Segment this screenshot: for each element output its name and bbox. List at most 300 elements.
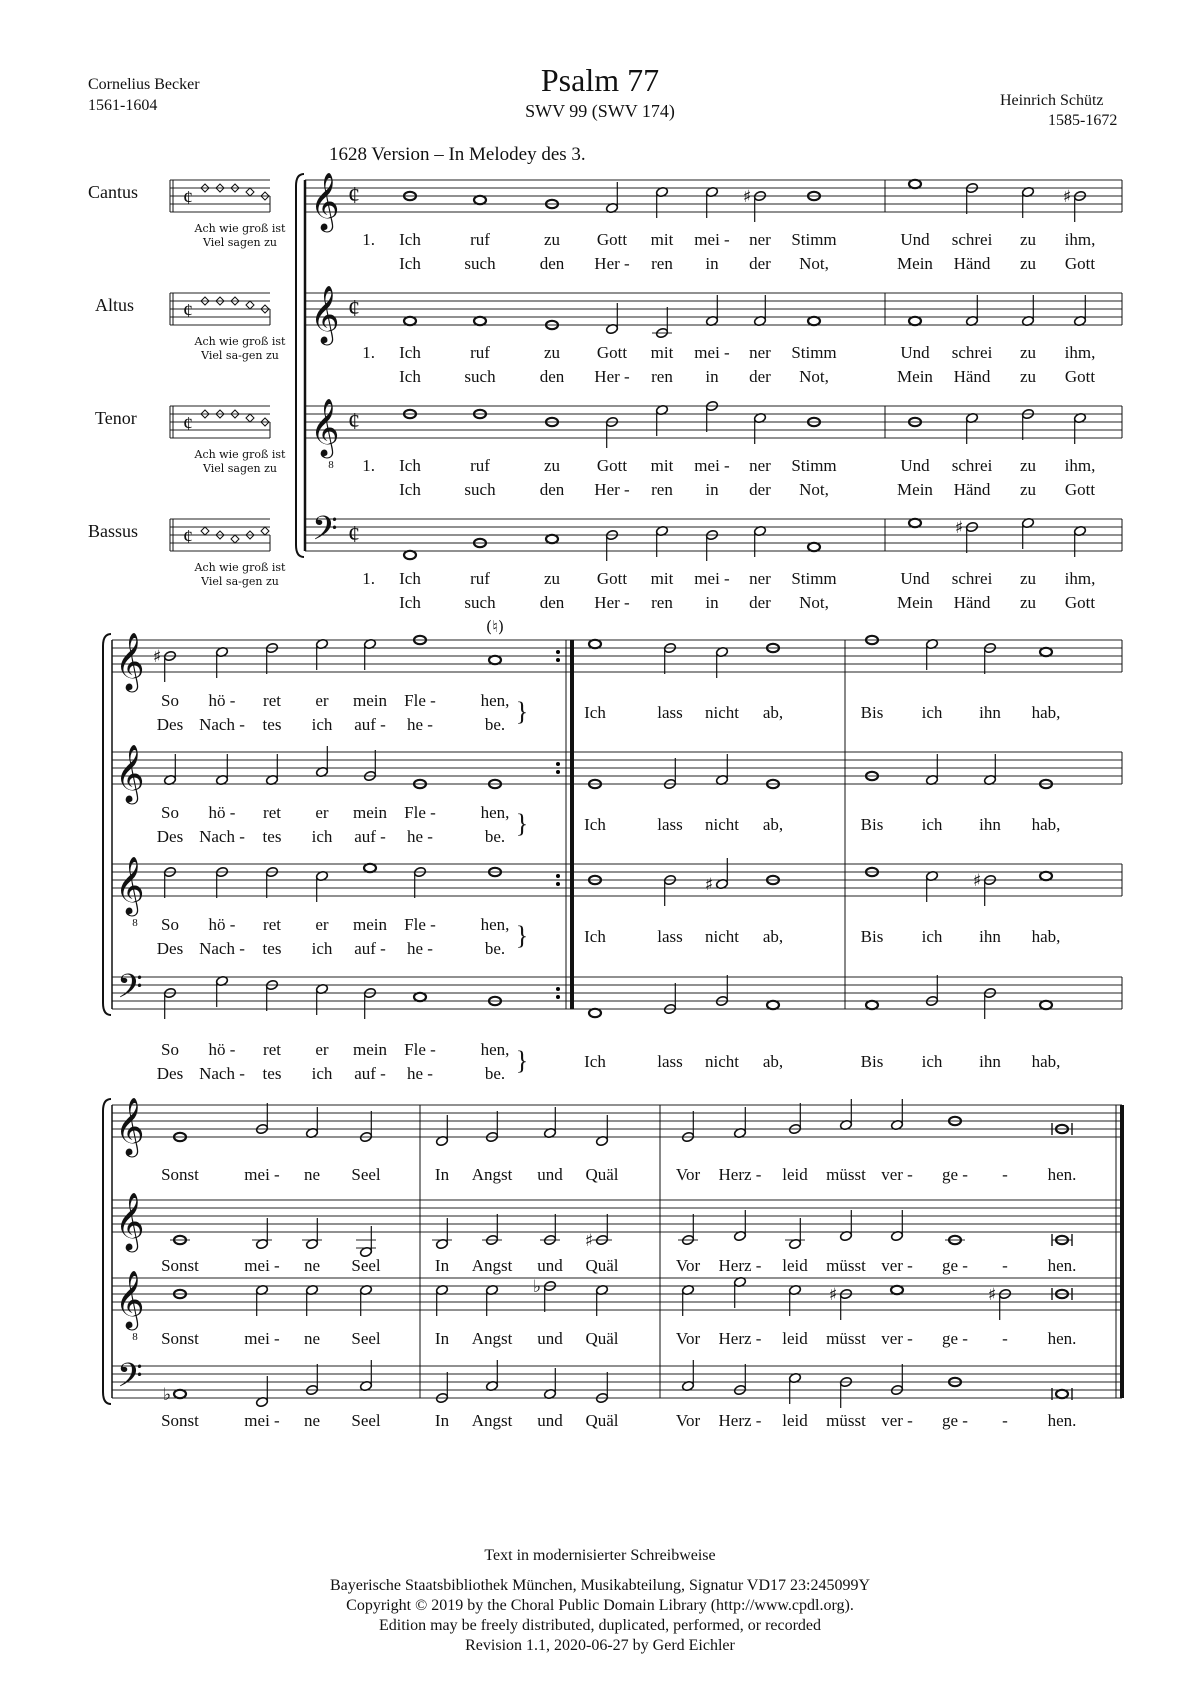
lyric-syllable: such <box>464 367 496 386</box>
verse-number: 1. <box>362 230 375 249</box>
whole-note <box>909 519 921 527</box>
footer-revision: Revision 1.1, 2020-06-27 by Gerd Eichler <box>465 1637 735 1654</box>
lyric-syllable: ihm, <box>1064 343 1096 362</box>
lyric-syllable: Her - <box>594 254 630 273</box>
lyric-syllable: Und <box>900 569 930 588</box>
repeat-dot <box>556 874 560 878</box>
lyric-syllable: be. <box>484 827 506 846</box>
whole-note <box>404 317 416 325</box>
lyric-syllable: Fle - <box>404 915 436 934</box>
lyric-syllable: ruf <box>470 569 490 588</box>
sharp-icon: ♯ <box>1062 187 1072 207</box>
incipit-note <box>246 188 254 196</box>
lyric-syllable: Her - <box>594 480 630 499</box>
lyric-syllable: Gott <box>1064 593 1096 612</box>
lyric-syllable: müsst <box>826 1411 866 1430</box>
bass-clef-icon: 𝄢 <box>117 1357 143 1403</box>
footer <box>0 1546 1200 1656</box>
lyric-syllable: Sonst <box>161 1256 199 1275</box>
lyric-syllable: In <box>434 1411 450 1430</box>
lyric-syllable: hen, <box>480 1040 510 1059</box>
lyric-syllable: Sonst <box>161 1329 199 1348</box>
lyric-syllable: ge - <box>942 1329 968 1348</box>
lyric-syllable: such <box>464 480 496 499</box>
footer-text-note: Text in modernisierter Schreibweise <box>484 1547 716 1564</box>
lyric-syllable: ner <box>749 569 771 588</box>
lyric-syllable: ver - <box>881 1165 913 1184</box>
lyric-syllable: hab, <box>1031 815 1061 834</box>
lyric-syllable: Des <box>156 1064 184 1083</box>
lyric-syllable: hab, <box>1031 1052 1061 1071</box>
lyric-syllable: Stimm <box>791 456 837 475</box>
lyric-syllable: mei - <box>244 1165 280 1184</box>
lyric-syllable: Stimm <box>791 569 837 588</box>
lyric-syllable: zu <box>1019 593 1037 612</box>
lyric-syllable: er <box>315 915 329 934</box>
lyric-syllable: Ich <box>584 815 606 834</box>
editorial-accidental: (♮) <box>485 617 505 636</box>
lyric-syllable: Gott <box>1064 254 1096 273</box>
lyric-syllable: ret <box>263 1040 281 1059</box>
lyric-syllable: Ich <box>399 569 421 588</box>
sharp-icon: ♯ <box>987 1285 997 1305</box>
lyric-syllable: Sonst <box>161 1411 199 1430</box>
lyric-syllable: Seel <box>351 1256 381 1275</box>
lyric-syllable: auf - <box>354 939 386 958</box>
lyric-syllable: ner <box>749 343 771 362</box>
lyric-syllable: lass <box>657 815 683 834</box>
lyric-syllable: be. <box>484 939 506 958</box>
lyric-syllable: ihm, <box>1064 569 1096 588</box>
flat-icon: ♭ <box>162 1385 172 1405</box>
page-title: Psalm 77 <box>540 62 660 98</box>
lyric-syllable: ich <box>921 927 943 946</box>
lyric-syllable: in <box>705 480 719 499</box>
lyric-syllable: ge - <box>942 1165 968 1184</box>
lyric-syllable: Not, <box>799 254 829 273</box>
poet-dates: 1561-1604 <box>88 97 158 114</box>
lyric-syllable: ich <box>921 703 943 722</box>
lyric-syllable: tes <box>262 1064 282 1083</box>
lyric-syllable: Quäl <box>585 1165 619 1184</box>
lyric-syllable: ihm, <box>1064 230 1096 249</box>
repeat-dot <box>556 650 560 654</box>
lyric-syllable: mei - <box>244 1256 280 1275</box>
lyric-syllable: In <box>434 1165 450 1184</box>
lyric-syllable: mei - <box>694 343 730 362</box>
lyric-syllable: So <box>161 1040 179 1059</box>
lyric-syllable: ver - <box>881 1411 913 1430</box>
lyric-syllable: Angst <box>471 1165 513 1184</box>
lyric-syllable: ab, <box>762 1052 784 1071</box>
lyric-syllable: den <box>539 480 565 499</box>
lyric-syllable: Angst <box>471 1411 513 1430</box>
lyric-syllable: müsst <box>826 1165 866 1184</box>
lyric-syllable: ich <box>921 1052 943 1071</box>
repeat-dot <box>556 995 560 999</box>
lyric-syllable: Bis <box>860 815 884 834</box>
incipit-text: Ach wie groß ist <box>194 222 286 235</box>
whole-note <box>909 317 921 325</box>
lyric-syllable: Vor <box>675 1411 701 1430</box>
lyric-syllable: hen, <box>480 803 510 822</box>
cut-time-icon: ¢ <box>348 522 360 548</box>
whole-note <box>891 1286 903 1294</box>
repeat-dot <box>556 882 560 886</box>
cut-time-icon: ¢ <box>183 187 193 209</box>
verse-number: 1. <box>362 343 375 362</box>
lyric-syllable: in <box>705 254 719 273</box>
treble-clef-icon: 𝄞 <box>310 398 340 456</box>
verse-brace: } <box>515 809 529 838</box>
lyric-syllable: hab, <box>1031 703 1061 722</box>
lyric-syllable: mei - <box>694 230 730 249</box>
cut-time-icon: ¢ <box>348 183 360 209</box>
lyric-syllable: ich <box>311 939 333 958</box>
incipit-text: Ach wie groß ist <box>194 448 286 461</box>
lyric-syllable: Und <box>900 456 930 475</box>
lyric-syllable: ne <box>303 1256 321 1275</box>
lyric-syllable: in <box>705 593 719 612</box>
footer-license: Edition may be freely distributed, duplicated, performed, or recorded <box>378 1617 822 1634</box>
lyric-syllable: hen. <box>1047 1329 1077 1348</box>
repeat-dot <box>556 770 560 774</box>
lyric-syllable: zu <box>1019 254 1037 273</box>
sharp-icon: ♯ <box>152 647 162 667</box>
lyric-syllable: hö - <box>208 803 236 822</box>
lyric-syllable: ruf <box>470 230 490 249</box>
lyric-syllable: zu <box>543 230 561 249</box>
lyric-syllable: ver - <box>881 1256 913 1275</box>
lyric-syllable: Ich <box>399 480 421 499</box>
whole-note <box>474 317 486 325</box>
sharp-icon: ♯ <box>704 875 714 895</box>
lyric-syllable: nicht <box>705 1052 739 1071</box>
lyric-syllable: Ich <box>399 254 421 273</box>
cut-time-icon: ¢ <box>183 300 193 322</box>
lyric-syllable: ren <box>651 254 673 273</box>
lyric-syllable: ret <box>263 915 281 934</box>
lyric-syllable: such <box>464 593 496 612</box>
lyric-syllable: ich <box>311 1064 333 1083</box>
lyric-syllable: Händ <box>953 593 991 612</box>
version-note: 1628 Version – In Melodey des 3. <box>329 144 586 165</box>
whole-note <box>1056 1390 1068 1398</box>
incipit-text: Viel sa-gen zu <box>201 575 279 588</box>
lyric-syllable: such <box>464 254 496 273</box>
lyric-syllable: ren <box>651 367 673 386</box>
catalog-subtitle: SWV 99 (SWV 174) <box>525 101 675 121</box>
lyric-syllable: Mein <box>897 480 933 499</box>
lyric-syllable: ge - <box>942 1256 968 1275</box>
lyric-syllable: Nach - <box>199 715 245 734</box>
lyric-syllable: mit <box>650 569 674 588</box>
lyric-syllable: So <box>161 691 179 710</box>
lyric-syllable: Ich <box>584 927 606 946</box>
verse-brace: } <box>515 697 529 726</box>
incipit-note <box>246 414 254 422</box>
lyric-syllable: Not, <box>799 480 829 499</box>
lyric-syllable: den <box>539 367 565 386</box>
incipit-note <box>246 301 254 309</box>
part-name-altus: Altus <box>95 295 135 315</box>
lyric-syllable: ab, <box>762 703 784 722</box>
verse-number: 1. <box>362 456 375 475</box>
lyric-syllable: mit <box>650 230 674 249</box>
lyric-syllable: in <box>705 367 719 386</box>
lyric-syllable: schrei <box>951 230 993 249</box>
whole-note <box>808 543 820 551</box>
treble-clef-icon: 𝄞 <box>115 856 145 914</box>
composer-dates: 1585-1672 <box>1048 112 1118 129</box>
treble-clef-icon: 𝄞 <box>115 1270 145 1328</box>
lyric-syllable: hen, <box>480 691 510 710</box>
lyric-syllable: ihn <box>979 927 1001 946</box>
lyric-syllable: leid <box>782 1411 808 1430</box>
lyric-syllable: der <box>749 254 771 273</box>
lyric-syllable: Gott <box>596 343 628 362</box>
incipit-note <box>261 527 269 535</box>
lyric-syllable: ner <box>749 230 771 249</box>
lyric-syllable: ruf <box>470 456 490 475</box>
lyric-syllable: mei - <box>244 1411 280 1430</box>
lyric-syllable: ret <box>263 803 281 822</box>
lyric-syllable: den <box>539 593 565 612</box>
sharp-icon: ♯ <box>828 1285 838 1305</box>
lyric-syllable: In <box>434 1329 450 1348</box>
lyric-syllable: Seel <box>351 1329 381 1348</box>
lyric-syllable: Bis <box>860 703 884 722</box>
lyric-syllable: Seel <box>351 1411 381 1430</box>
lyric-syllable: Vor <box>675 1329 701 1348</box>
octave-mark: 8 <box>132 917 138 929</box>
cut-time-icon: ¢ <box>183 413 193 435</box>
incipit-text: Viel sagen zu <box>202 462 278 475</box>
lyric-syllable: Gott <box>596 456 628 475</box>
lyric-syllable: zu <box>543 456 561 475</box>
whole-note <box>808 317 820 325</box>
lyric-syllable: der <box>749 480 771 499</box>
lyric-syllable: zu <box>1019 230 1037 249</box>
incipit-text: Viel sa-gen zu <box>201 349 279 362</box>
whole-note <box>414 993 426 1001</box>
whole-note <box>364 864 376 872</box>
system-bracket <box>103 1099 111 1404</box>
system-bracket <box>103 634 111 1015</box>
verse-brace: } <box>515 921 529 950</box>
lyric-syllable: ver - <box>881 1329 913 1348</box>
lyric-syllable: Angst <box>471 1256 513 1275</box>
lyric-syllable: Herz - <box>718 1165 762 1184</box>
treble-clef-icon: 𝄞 <box>310 172 340 230</box>
repeat-dot <box>556 762 560 766</box>
cut-time-icon: ¢ <box>348 409 360 435</box>
lyric-syllable: tes <box>262 715 282 734</box>
lyric-syllable: Her - <box>594 367 630 386</box>
sharp-icon: ♯ <box>972 871 982 891</box>
lyric-syllable: Quäl <box>585 1329 619 1348</box>
lyric-syllable: zu <box>1019 480 1037 499</box>
lyric-syllable: der <box>749 593 771 612</box>
lyric-syllable: Herz - <box>718 1329 762 1348</box>
lyric-syllable: und <box>537 1329 563 1348</box>
lyric-syllable: ne <box>303 1329 321 1348</box>
lyric-syllable: Ich <box>584 703 606 722</box>
lyric-syllable: Sonst <box>161 1165 199 1184</box>
lyric-syllable: Seel <box>351 1165 381 1184</box>
lyric-syllable: hab, <box>1031 927 1061 946</box>
lyric-syllable: Quäl <box>585 1411 619 1430</box>
lyric-syllable: Gott <box>596 569 628 588</box>
whole-note <box>546 535 558 543</box>
lyric-syllable: der <box>749 367 771 386</box>
part-name-tenor: Tenor <box>95 408 137 428</box>
incipit-text: Ach wie groß ist <box>194 561 286 574</box>
lyric-syllable: er <box>315 803 329 822</box>
incipit-text: Ach wie groß ist <box>194 335 286 348</box>
lyric-syllable: he - <box>407 827 433 846</box>
lyric-syllable: Stimm <box>791 343 837 362</box>
bass-clef-icon: 𝄢 <box>117 968 143 1014</box>
whole-note <box>866 1001 878 1009</box>
lyric-syllable: hö - <box>208 691 236 710</box>
lyric-syllable: ne <box>303 1411 321 1430</box>
lyric-syllable: Mein <box>897 254 933 273</box>
lyric-syllable: hen. <box>1047 1256 1077 1275</box>
whole-note <box>909 180 921 188</box>
lyric-syllable: Fle - <box>404 691 436 710</box>
lyric-syllable: den <box>539 254 565 273</box>
lyric-syllable: Fle - <box>404 803 436 822</box>
octave-mark: 8 <box>328 459 334 471</box>
lyric-syllable: Ich <box>399 456 421 475</box>
lyric-syllable: be. <box>484 1064 506 1083</box>
lyric-syllable: nicht <box>705 815 739 834</box>
incipit-note <box>201 527 209 535</box>
lyric-syllable: müsst <box>826 1256 866 1275</box>
incipit-text: Viel sagen zu <box>202 236 278 249</box>
lyric-syllable: ne <box>303 1165 321 1184</box>
lyric-syllable: Vor <box>675 1165 701 1184</box>
lyric-syllable: auf - <box>354 827 386 846</box>
lyric-syllable: he - <box>407 939 433 958</box>
lyric-syllable: zu <box>1019 343 1037 362</box>
lyric-syllable: Ich <box>399 593 421 612</box>
lyric-syllable: zu <box>1019 569 1037 588</box>
lyric-syllable: und <box>537 1411 563 1430</box>
lyric-syllable: ruf <box>470 343 490 362</box>
lyric-syllable: schrei <box>951 343 993 362</box>
lyric-syllable: Des <box>156 715 184 734</box>
treble-clef-icon: 𝄞 <box>310 285 340 343</box>
treble-clef-icon: 𝄞 <box>115 632 145 690</box>
lyric-syllable: Ich <box>399 367 421 386</box>
lyric-syllable: müsst <box>826 1329 866 1348</box>
sharp-icon: ♯ <box>584 1231 594 1251</box>
lyric-syllable: Stimm <box>791 230 837 249</box>
lyric-syllable: Not, <box>799 593 829 612</box>
repeat-dot <box>556 987 560 991</box>
lyric-syllable: leid <box>782 1165 808 1184</box>
lyric-syllable: Gott <box>1064 480 1096 499</box>
poet-name: Cornelius Becker <box>88 76 200 93</box>
cut-time-icon: ¢ <box>183 526 193 548</box>
lyric-syllable: Fle - <box>404 1040 436 1059</box>
lyric-syllable: Bis <box>860 1052 884 1071</box>
lyric-syllable: ihn <box>979 703 1001 722</box>
lyric-syllable: ren <box>651 593 673 612</box>
lyric-syllable: und <box>537 1165 563 1184</box>
sharp-icon: ♯ <box>742 187 752 207</box>
lyric-syllable: be. <box>484 715 506 734</box>
lyric-syllable: mei - <box>694 569 730 588</box>
lyric-syllable: ich <box>311 827 333 846</box>
lyric-syllable: hen. <box>1047 1411 1077 1430</box>
lyric-syllable: ab, <box>762 927 784 946</box>
footer-source: Bayerische Staatsbibliothek München, Musikabteilung, Signatur VD17 23:245099Y <box>329 1577 871 1594</box>
lyric-syllable: mei - <box>244 1329 280 1348</box>
lyric-syllable: hen. <box>1047 1165 1077 1184</box>
whole-note <box>489 656 501 664</box>
lyric-syllable: Quäl <box>585 1256 619 1275</box>
whole-note <box>174 1390 186 1398</box>
lyric-syllable: Vor <box>675 1256 701 1275</box>
lyric-syllable: ret <box>263 691 281 710</box>
bass-clef-icon: 𝄢 <box>312 510 338 556</box>
lyric-syllable: Angst <box>471 1329 513 1348</box>
lyric-syllable: hö - <box>208 915 236 934</box>
lyric-syllable: Des <box>156 939 184 958</box>
lyric-syllable: mein <box>353 915 387 934</box>
lyric-syllable: lass <box>657 703 683 722</box>
lyric-syllable: mein <box>353 691 387 710</box>
incipit-note <box>231 535 239 543</box>
lyric-syllable: Not, <box>799 367 829 386</box>
lyric-syllable: Ich <box>584 1052 606 1071</box>
lyric-syllable: zu <box>1019 456 1037 475</box>
lyric-syllable: Gott <box>1064 367 1096 386</box>
lyric-syllable: Nach - <box>199 827 245 846</box>
lyric-syllable: er <box>315 1040 329 1059</box>
lyric-syllable: he - <box>407 715 433 734</box>
lyric-syllable: Bis <box>860 927 884 946</box>
lyric-syllable: leid <box>782 1329 808 1348</box>
lyric-syllable: Mein <box>897 367 933 386</box>
lyric-syllable: Mein <box>897 593 933 612</box>
footer-copyright: Copyright © 2019 by the Choral Public Domain Library (http://www.cpdl.org). <box>346 1597 854 1614</box>
lyric-syllable: hö - <box>208 1040 236 1059</box>
lyric-syllable: In <box>434 1256 450 1275</box>
whole-note <box>589 640 601 648</box>
lyric-syllable: ihm, <box>1064 456 1096 475</box>
lyric-syllable: und <box>537 1256 563 1275</box>
lyric-syllable: Und <box>900 230 930 249</box>
lyric-syllable: ab, <box>762 815 784 834</box>
lyric-syllable: - <box>1002 1411 1008 1430</box>
lyric-syllable: mei - <box>694 456 730 475</box>
part-name-bassus: Bassus <box>88 521 139 541</box>
lyric-syllable: lass <box>657 1052 683 1071</box>
lyric-syllable: Gott <box>596 230 628 249</box>
lyric-syllable: Und <box>900 343 930 362</box>
lyric-syllable: leid <box>782 1256 808 1275</box>
flat-icon: ♭ <box>532 1277 542 1297</box>
cut-time-icon: ¢ <box>348 296 360 322</box>
lyric-syllable: ihn <box>979 815 1001 834</box>
whole-note <box>1040 1001 1052 1009</box>
lyric-syllable: ich <box>311 715 333 734</box>
lyric-syllable: Ich <box>399 343 421 362</box>
